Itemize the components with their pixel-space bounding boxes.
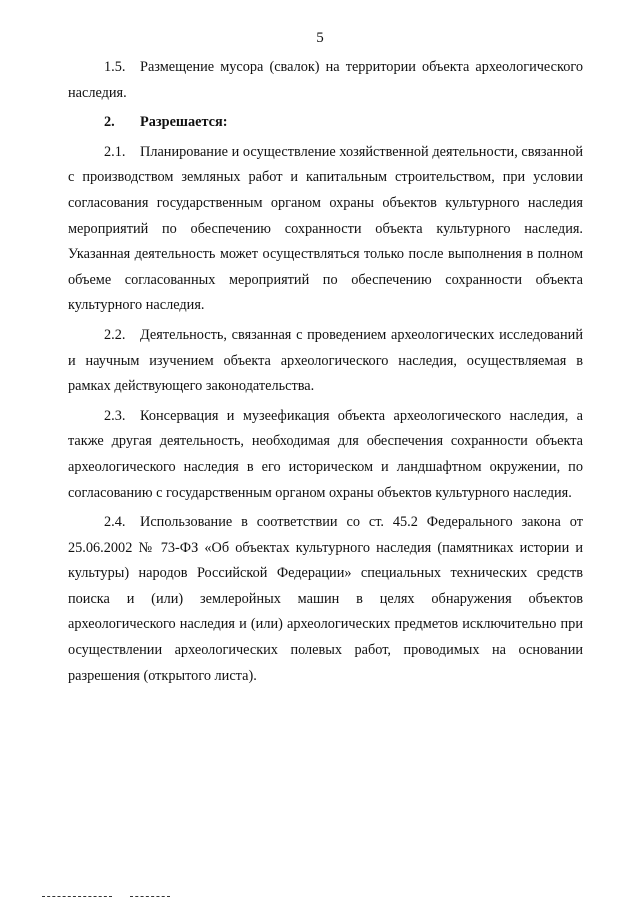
section-number: 2.: [104, 114, 115, 131]
clause-2-1: [68, 140, 583, 319]
clause-text: Использование в соответствии со ст. 45.2 Федерального закона от 25.06.2002 № 73-ФЗ «Об объектах культурного наследия (памятниках истории и культуры) народов Российской Федерации» специальных технических средств поиска и (или) землеройных машин в целях обнаружения объектов археологического наследия и (или) археологических предметов исключительно при осуществлении археологических полевых работ, проводимых на основании разрешения (открытого листа).: [68, 514, 583, 684]
footer-dash-mark: [42, 896, 112, 897]
document-body: [68, 55, 583, 689]
clause-text: Консервация и музеефикация объекта археологического наследия, а также другая деятельность, необходимая для обеспечения сохранности объекта археологического наследия в его историческом и ландшафтном окружении, по согласованию с государственным органом охраны объектов культурного наследия.: [68, 407, 583, 501]
section-title: Разрешается:: [140, 114, 228, 131]
clause-text: Размещение мусора (свалок) на территории объекта археологического наследия.: [68, 59, 583, 101]
footer-dash-mark: [130, 896, 170, 897]
clause-number: 1.5.: [104, 59, 126, 75]
clause-text: Планирование и осуществление хозяйственной деятельности, связанной с производством земляных работ и капитальным строительством, при условии согласования государственным органом охраны объектов культурного наследия мероприятий по обеспечению сохранности объекта культурного наследия. Указанная деятельность может осуществляться только после выполнения в полном объеме согласованных мероприятий по обеспечению сохранности объекта культурного наследия.: [68, 143, 583, 314]
clause-2-3: [68, 404, 583, 506]
clause-2-2: [68, 323, 583, 400]
clause-number: 2.2.: [104, 326, 126, 343]
footer-scan-marks: [42, 896, 212, 898]
section-2-heading: [68, 110, 583, 136]
clause-1-5: [68, 55, 583, 106]
clause-2-4: [68, 510, 583, 689]
clause-number: 2.4.: [104, 514, 126, 531]
clause-number: 2.1.: [104, 143, 126, 160]
clause-text: Деятельность, связанная с проведением археологических исследований и научным изучением объекта археологического наследия, осуществляемая в рамках действующего законодательства.: [68, 326, 583, 395]
clause-number: 2.3.: [104, 407, 126, 424]
page-number: 5: [316, 30, 324, 46]
